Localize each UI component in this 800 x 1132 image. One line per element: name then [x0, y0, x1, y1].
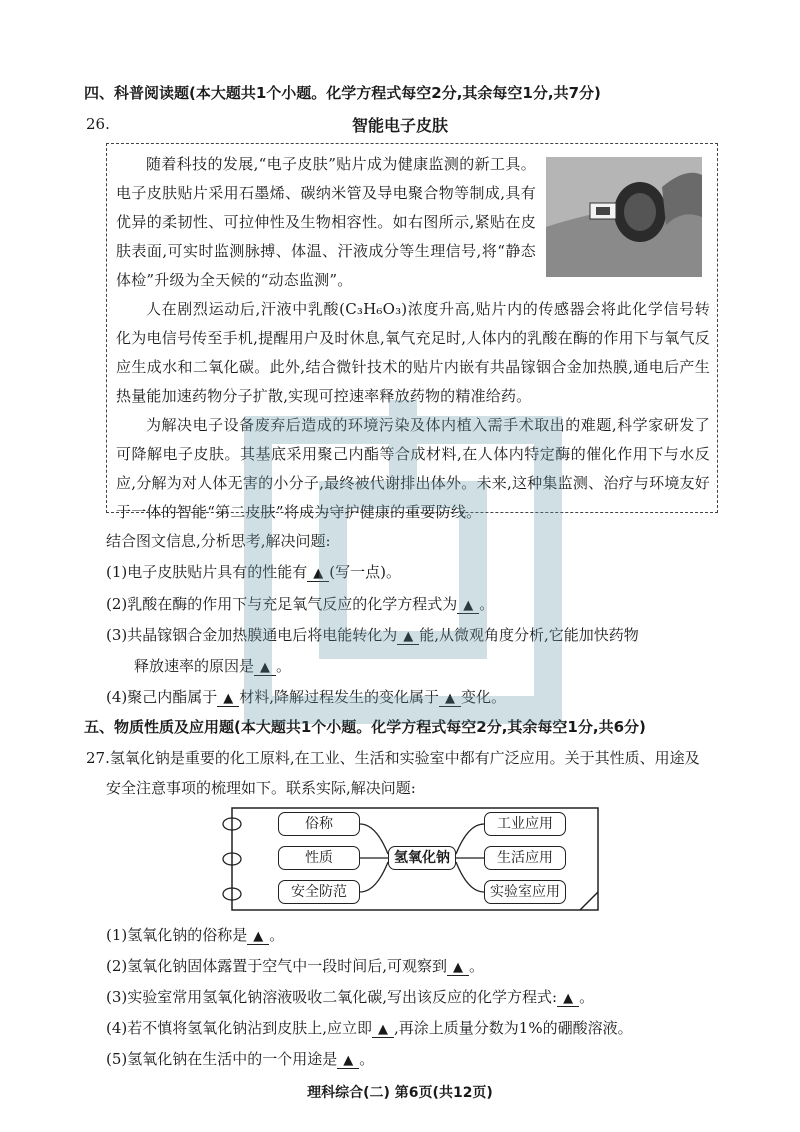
- question-26-2: (2)乳酸在酶的作用下与充足氧气反应的化学方程式为 ▲ 。: [106, 595, 495, 613]
- wristband-device-icon: [546, 157, 702, 277]
- section-heading-5: 五、物质性质及应用题(本大题共1个小题。化学方程式每空2分,其余每空1分,共6分): [84, 718, 646, 736]
- answer-blank[interactable]: ▲: [457, 595, 479, 614]
- answer-blank[interactable]: ▲: [557, 988, 579, 1007]
- node-industrial-use: 工业应用: [484, 812, 566, 836]
- answer-blank[interactable]: ▲: [307, 563, 329, 582]
- answer-blank[interactable]: ▲: [372, 1019, 394, 1038]
- question-27-3: (3)实验室常用氢氧化钠溶液吸收二氧化碳,写出该反应的化学方程式: ▲ 。: [106, 988, 595, 1006]
- question-27-5: (5)氢氧化钠在生活中的一个用途是 ▲ 。: [106, 1050, 375, 1068]
- electronic-skin-photo: [546, 157, 702, 277]
- question-26-3a: (3)共晶镓铟合金加热膜通电后将电能转化为 ▲ 能,从微观角度分析,它能加快药物: [106, 626, 639, 644]
- node-lab-use: 实验室应用: [484, 880, 566, 904]
- passage-paragraph-3: 为解决电子设备废弃后造成的环境污染及体内植入需手术取出的难题,科学家研发了可降解电子皮肤。其基底采用聚己内酯等合成材料,在人体内特定酶的催化作用下与水反应,分解为对人体无害的小分子,最终被代谢排出体外。未来,这种集监测、治疗与环境友好于一体的智能“第二皮肤”将成为守护健康的重要防线。: [116, 416, 710, 521]
- node-sodium-hydroxide: 氢氧化钠: [388, 846, 456, 870]
- article-title: 智能电子皮肤: [351, 116, 448, 135]
- question-26-3b: 释放速率的原因是 ▲ 。: [134, 657, 292, 675]
- node-properties: 性质: [278, 846, 360, 870]
- passage-paragraph-2: 人在剧烈运动后,汗液中乳酸(C₃H₆O₃)浓度升高,贴片内的传感器会将此化学信号转化为电信号传至手机,提醒用户及时休息,氧气充足时,人体内的乳酸在酶的作用下与氧气反应生成水和二氧化碳。此外,结合微针技术的贴片内嵌有共晶镓铟合金加热膜,通电后产生热量能加速药物分子扩散,实现可控速率释放药物的精准给药。: [116, 300, 710, 405]
- node-safety: 安全防范: [278, 880, 360, 904]
- answer-blank[interactable]: ▲: [247, 926, 269, 945]
- passage-paragraph-1: 随着科技的发展,“电子皮肤”贴片成为健康监测的新工具。电子皮肤贴片采用石墨烯、碳纳米管及导电聚合物等制成,具有优异的柔韧性、可拉伸性及生物相容性。如右图所示,紧贴在皮肤表面,可实时监测脉搏、体温、汗液成分等生理信号,将“静态体检”升级为全天候的“动态监测”。: [116, 155, 536, 289]
- answer-blank[interactable]: ▲: [217, 688, 239, 707]
- answer-blank[interactable]: ▲: [447, 957, 469, 976]
- question-number-26: 26.: [86, 115, 110, 133]
- question-27-4: (4)若不慎将氢氧化钠沾到皮肤上,应立即 ▲ ,再涂上质量分数为1%的硼酸溶液。: [106, 1019, 633, 1037]
- question-27-intro-1: 27.氢氧化钠是重要的化工原料,在工业、生活和实验室中都有广泛应用。关于其性质、用途及: [86, 749, 700, 767]
- question-26-1: (1)电子皮肤贴片具有的性能有 ▲ (写一点)。: [106, 563, 401, 581]
- answer-blank[interactable]: ▲: [254, 657, 276, 676]
- answer-blank[interactable]: ▲: [337, 1050, 359, 1069]
- question-26-4: (4)聚己内酯属于 ▲ 材料,降解过程发生的变化属于 ▲ 变化。: [106, 688, 507, 706]
- page-footer: 理科综合(二) 第6页(共12页): [307, 1085, 493, 1101]
- question-27-intro-2: 安全注意事项的梳理如下。联系实际,解决问题:: [106, 779, 416, 797]
- answer-blank[interactable]: ▲: [397, 626, 419, 645]
- question-intro: 结合图文信息,分析思考,解决问题:: [106, 532, 331, 550]
- answer-blank[interactable]: ▲: [439, 688, 461, 707]
- question-27-1: (1)氢氧化钠的俗称是 ▲ 。: [106, 926, 285, 944]
- section-heading-4: 四、科普阅读题(本大题共1个小题。化学方程式每空2分,其余每空1分,共7分): [84, 84, 601, 102]
- node-common-name: 俗称: [278, 812, 360, 836]
- question-27-2: (2)氢氧化钠固体露置于空气中一段时间后,可观察到 ▲ 。: [106, 957, 485, 975]
- naoh-concept-diagram: [218, 806, 604, 914]
- node-daily-use: 生活应用: [484, 846, 566, 870]
